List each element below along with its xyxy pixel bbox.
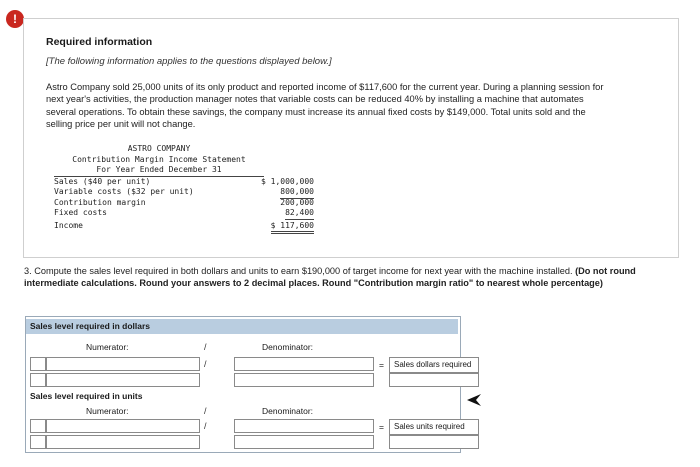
statement-period: For Year Ended December 31 bbox=[54, 165, 264, 177]
dollars-section-header: Sales level required in dollars bbox=[26, 319, 458, 334]
dollars-result-input[interactable] bbox=[389, 373, 479, 387]
statement-row bbox=[54, 221, 314, 232]
denominator-label: Denominator: bbox=[262, 406, 314, 416]
divide-symbol: / bbox=[204, 359, 207, 369]
equals-symbol: = bbox=[379, 360, 384, 370]
alert-icon: ! bbox=[6, 10, 24, 28]
question-instructions: (Do not round intermediate calculations. Round your answers to 2 decimal places. Round "Contribution margin ratio" to nearest whole percentage) bbox=[24, 266, 636, 288]
income-statement bbox=[54, 144, 314, 231]
statement-amount: $ 117,600 bbox=[271, 221, 314, 235]
units-numerator-value[interactable] bbox=[46, 435, 200, 449]
units-result-input[interactable] bbox=[389, 435, 479, 449]
statement-row bbox=[54, 177, 314, 188]
statement-company: ASTRO COMPANY bbox=[127, 144, 191, 153]
required-information-panel bbox=[23, 18, 679, 258]
dollars-numerator-input[interactable] bbox=[46, 357, 200, 371]
statement-amount: 800,000 bbox=[280, 187, 314, 199]
statement-amount: 200,000 bbox=[280, 197, 314, 207]
problem-paragraph: Astro Company sold 25,000 units of its only product and reported income of $117,600 for the current year. During a planning session for next year's activities, the production manager notes that variable costs can be reduced 40% by installing a machine that automates several operations. To obtain these savings, the company must increase its annual fixed costs by $149,000. Total units sold and the selling price per unit will not change. bbox=[46, 82, 604, 129]
divide-symbol: / bbox=[204, 421, 207, 431]
units-result-label: Sales units required bbox=[389, 419, 479, 435]
statement-amount: $ 1,000,000 bbox=[261, 176, 314, 186]
question-3 bbox=[24, 265, 664, 289]
equals-symbol: = bbox=[379, 422, 384, 432]
question-text: 3. Compute the sales level required in both dollars and units to earn $190,000 of target income for next year with the machine installed. bbox=[24, 266, 576, 276]
row-blank bbox=[30, 357, 46, 371]
statement-label: Income bbox=[54, 220, 83, 230]
statement-label: Variable costs ($32 per unit) bbox=[54, 187, 194, 196]
dollars-denominator-value[interactable] bbox=[234, 373, 374, 387]
statement-row bbox=[54, 198, 314, 209]
arrow-cursor-icon bbox=[466, 392, 482, 408]
statement-title: Contribution Margin Income Statement bbox=[72, 154, 246, 164]
units-section-header: Sales level required in units bbox=[30, 391, 143, 401]
row-blank bbox=[30, 435, 46, 449]
row-blank bbox=[30, 373, 46, 387]
divide-symbol: / bbox=[204, 342, 207, 352]
statement-label: Contribution margin bbox=[54, 197, 146, 207]
statement-row bbox=[54, 208, 314, 219]
statement-amount: 82,400 bbox=[285, 208, 314, 220]
answer-worksheet bbox=[25, 316, 472, 453]
units-denominator-value[interactable] bbox=[234, 435, 374, 449]
denominator-label: Denominator: bbox=[262, 342, 314, 352]
row-blank bbox=[30, 419, 46, 433]
units-numerator-input[interactable] bbox=[46, 419, 200, 433]
units-denominator-input[interactable] bbox=[234, 419, 374, 433]
required-info-title: Required information bbox=[46, 36, 153, 48]
statement-label: Sales ($40 per unit) bbox=[54, 176, 151, 186]
dollars-denominator-input[interactable] bbox=[234, 357, 374, 371]
numerator-label: Numerator: bbox=[86, 342, 129, 352]
divide-symbol: / bbox=[204, 406, 207, 416]
numerator-label: Numerator: bbox=[86, 406, 129, 416]
dollars-numerator-value[interactable] bbox=[46, 373, 200, 387]
statement-row bbox=[54, 187, 314, 198]
required-info-subtitle: [The following information applies to the questions displayed below.] bbox=[46, 56, 332, 67]
statement-label: Fixed costs bbox=[54, 208, 107, 217]
dollars-result-label: Sales dollars required bbox=[389, 357, 479, 373]
